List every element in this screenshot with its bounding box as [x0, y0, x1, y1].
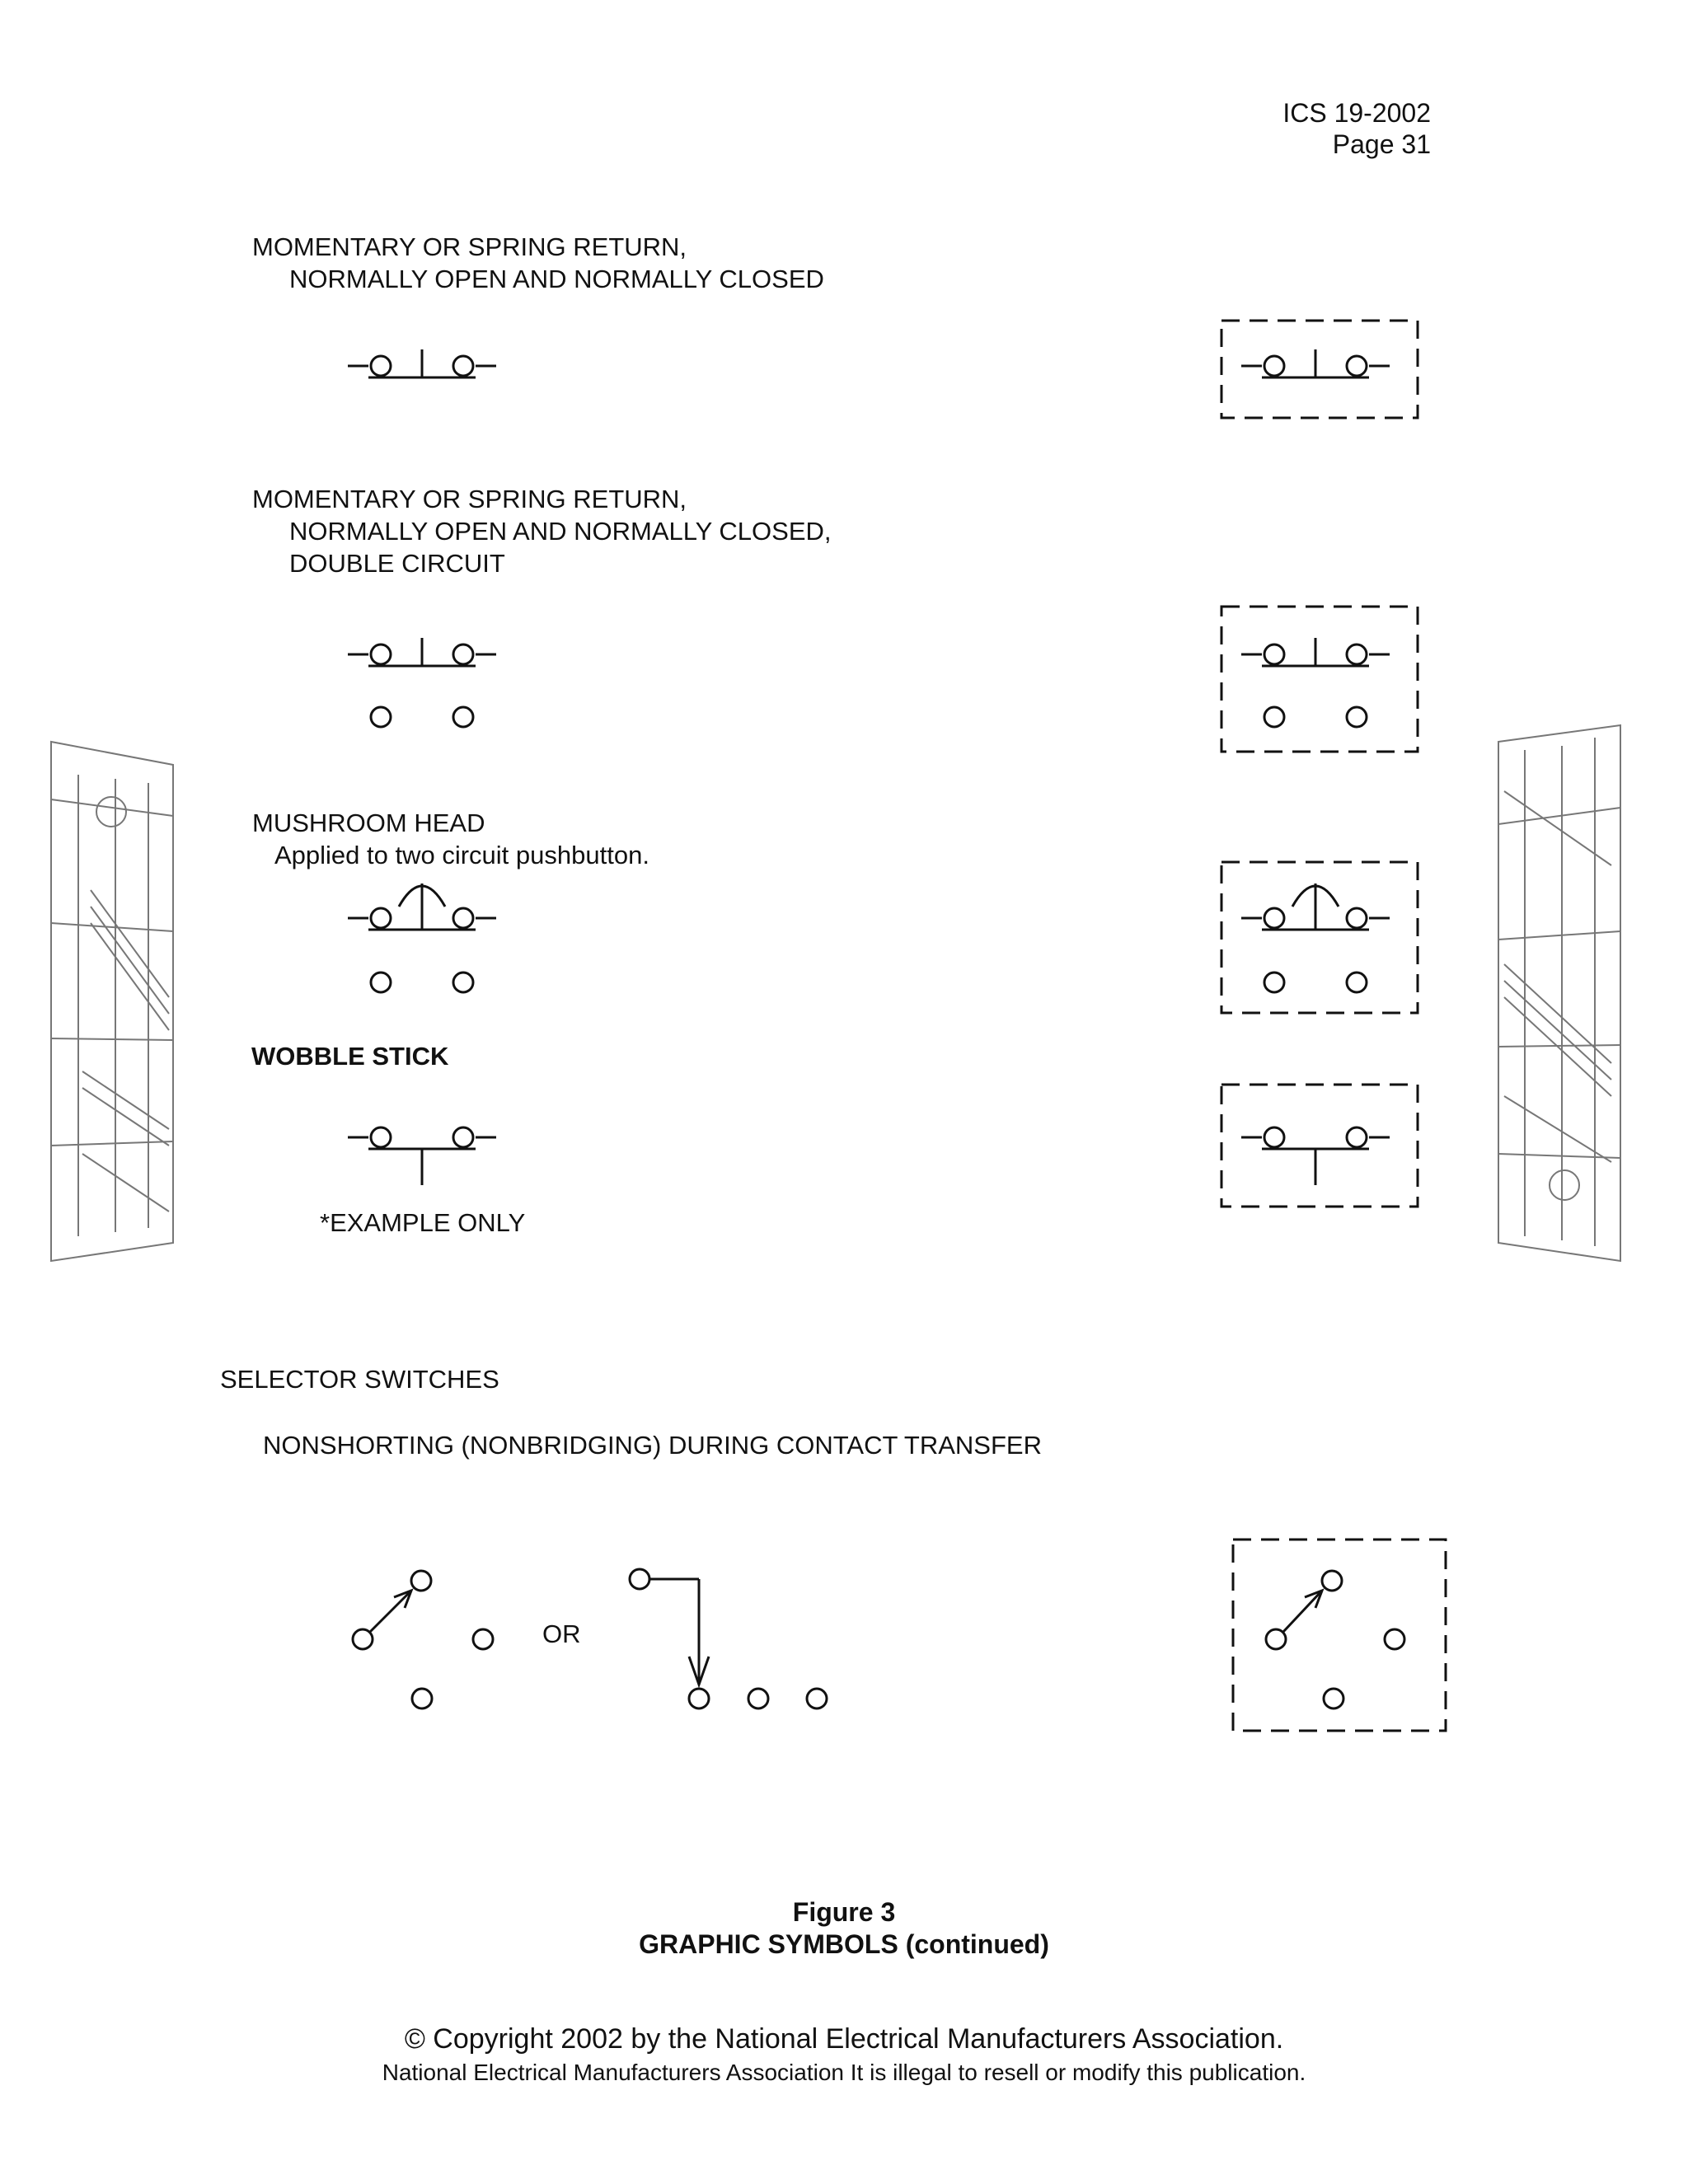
symbol-selector-enclosed — [1266, 1571, 1404, 1708]
section-line2-momentary-double: NORMALLY OPEN AND NORMALLY CLOSED, — [289, 517, 832, 546]
dashed-enclosure-momentary — [1221, 321, 1418, 418]
section-title-momentary-double: MOMENTARY OR SPRING RETURN, — [252, 485, 687, 513]
symbol-double-right — [1241, 638, 1390, 727]
copyright-line: © Copyright 2002 by the National Electrical Manufacturers Association. — [404, 2023, 1284, 2055]
section-title-mushroom: MUSHROOM HEAD — [252, 808, 485, 837]
symbol-wobble-right — [1241, 1127, 1390, 1185]
page-number: Page 31 — [1332, 129, 1431, 159]
section-note-mushroom: Applied to two circuit pushbutton. — [274, 841, 649, 869]
symbol-selector-transfer — [630, 1569, 827, 1708]
section-line3-momentary-double: DOUBLE CIRCUIT — [289, 549, 505, 578]
symbol-mushroom-right — [1241, 883, 1390, 992]
watermark-logo-right — [1498, 725, 1620, 1261]
symbol-momentary-right — [1241, 349, 1390, 377]
symbol-momentary-left — [348, 349, 496, 377]
section-subtitle-momentary: NORMALLY OPEN AND NORMALLY CLOSED — [289, 265, 824, 293]
dashed-enclosure-mushroom — [1221, 862, 1418, 1013]
or-label: OR — [542, 1619, 581, 1648]
dashed-enclosure-selector — [1233, 1540, 1446, 1731]
section-note-wobble: *EXAMPLE ONLY — [320, 1208, 526, 1237]
section-title-selector: SELECTOR SWITCHES — [220, 1365, 499, 1394]
dashed-enclosure-double — [1221, 607, 1418, 752]
section-title-momentary: MOMENTARY OR SPRING RETURN, — [252, 232, 687, 261]
document-id: ICS 19-2002 — [1282, 98, 1431, 128]
legal-notice: National Electrical Manufacturers Association It is illegal to resell or modify this publication. — [382, 2060, 1306, 2085]
symbol-mushroom-left — [348, 883, 496, 992]
section-title-wobble: WOBBLE STICK — [251, 1042, 449, 1071]
symbol-double-left — [348, 638, 496, 727]
figure-number: Figure 3 — [792, 1897, 896, 1927]
symbol-wobble-left — [348, 1127, 496, 1185]
dashed-enclosure-wobble — [1221, 1085, 1418, 1207]
section-subtitle-selector: NONSHORTING (NONBRIDGING) DURING CONTACT TRANSFER — [263, 1431, 1042, 1460]
symbol-selector-rotary-left — [353, 1571, 493, 1708]
watermark-logo-left — [51, 742, 173, 1261]
figure-caption: GRAPHIC SYMBOLS (continued) — [639, 1929, 1049, 1959]
